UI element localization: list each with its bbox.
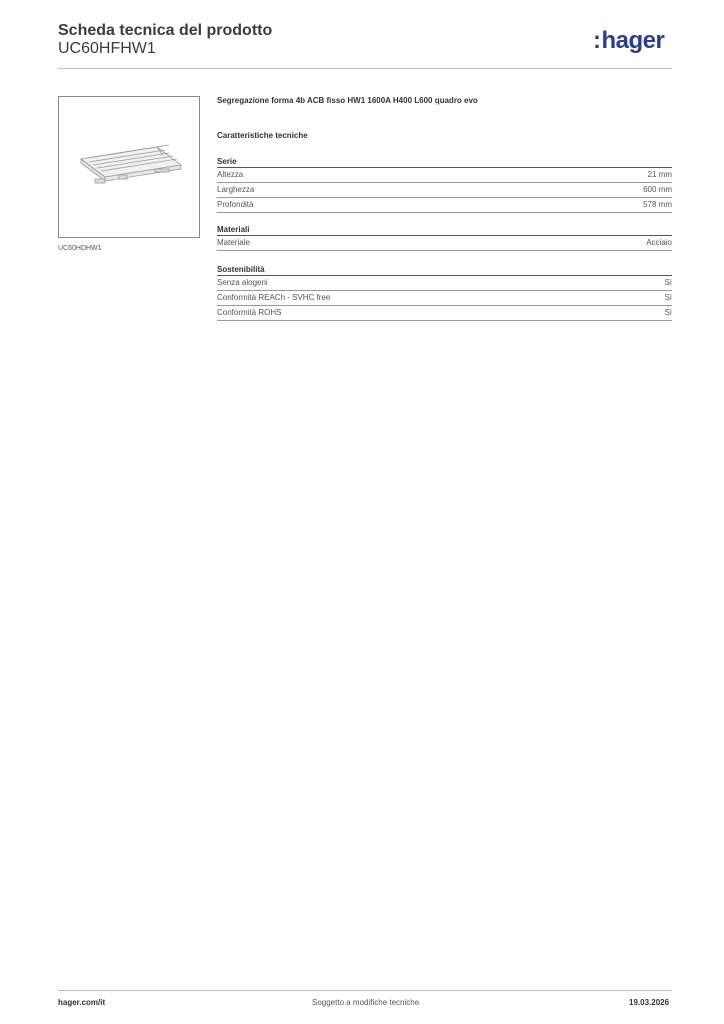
spec-row — [217, 183, 672, 198]
group-heading: Serie — [217, 156, 672, 168]
spec-value: Acciaio — [646, 238, 672, 247]
footer-divider — [58, 990, 672, 991]
spec-value: 600 mm — [643, 185, 672, 194]
image-caption: UC60HDHW1 — [58, 245, 102, 252]
spec-row — [217, 276, 672, 291]
spec-label: Materiale — [217, 238, 250, 247]
spec-value: Sì — [664, 293, 672, 302]
logo-text: hager — [601, 27, 665, 54]
section-title: Caratteristiche tecniche — [217, 131, 308, 140]
hager-logo — [593, 29, 664, 53]
spec-label: Larghezza — [217, 185, 255, 194]
logo-colon-mark: : — [593, 27, 601, 54]
spec-label: Conformità ROHS — [217, 308, 282, 317]
spec-row — [217, 168, 672, 183]
spec-group-sostenibilita — [217, 264, 672, 321]
header-divider — [58, 68, 672, 69]
spec-value: Sì — [664, 308, 672, 317]
spec-row — [217, 291, 672, 306]
group-heading: Sostenibilità — [217, 264, 672, 276]
spec-row — [217, 198, 672, 213]
spec-label: Profondità — [217, 200, 254, 209]
spec-label: Conformità REACh - SVHC free — [217, 293, 331, 302]
spec-row — [217, 236, 672, 251]
product-drawing — [59, 97, 199, 237]
spec-label: Senza alogeni — [217, 278, 268, 287]
footer-website-link[interactable]: hager.com/it — [58, 998, 106, 1007]
spec-row — [217, 306, 672, 321]
spec-group-serie — [217, 156, 672, 213]
spec-value: 21 mm — [647, 170, 672, 179]
product-code: UC60HFHW1 — [58, 40, 156, 57]
product-description: Segregazione forma 4b ACB fisso HW1 1600A H400 L600 quadro evo — [217, 96, 478, 105]
page-title: Scheda tecnica del prodotto — [58, 22, 273, 39]
spec-value: 578 mm — [643, 200, 672, 209]
footer-note: Soggetto a modifiche tecniche — [312, 998, 420, 1007]
spec-value: Sì — [664, 278, 672, 287]
footer-date: 19.03.2026 — [629, 998, 670, 1007]
spec-group-materiali — [217, 224, 672, 251]
product-image — [58, 96, 200, 238]
spec-label: Altezza — [217, 170, 244, 179]
group-heading: Materiali — [217, 224, 672, 236]
